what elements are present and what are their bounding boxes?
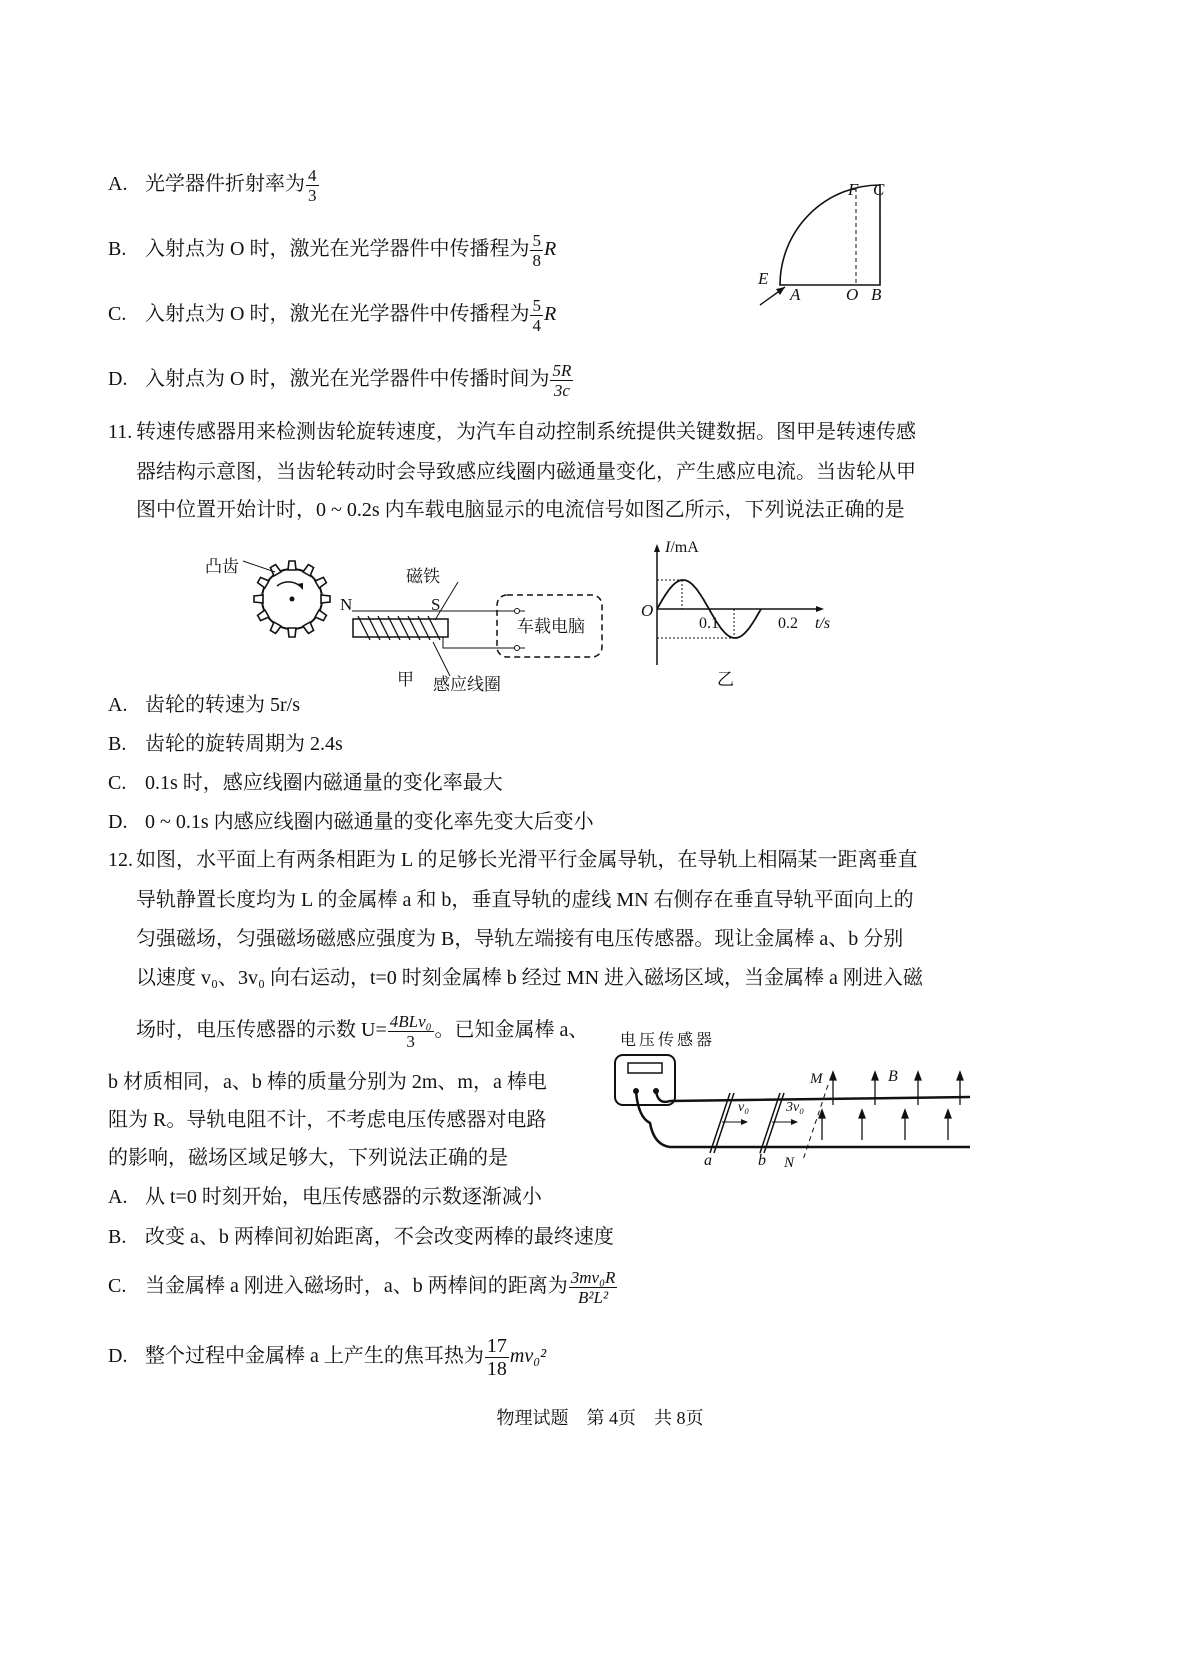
q12-rail-figure [600, 1025, 980, 1170]
arrow-head-icon [915, 1072, 921, 1080]
boundary-mn [803, 1085, 828, 1160]
label-e: E [758, 269, 769, 288]
q10-optics-figure [740, 170, 910, 320]
label-o: O [846, 285, 859, 304]
q12-option-a [108, 1185, 542, 1209]
option-text: 入射点为 O 时，激光在光学器件中传播程为 [145, 303, 530, 326]
q10-option-b [108, 231, 556, 270]
x-tick-0.2: 0.2 [778, 615, 798, 632]
rod-a [710, 1093, 730, 1153]
option-label: C. [108, 303, 127, 326]
option-label: C. [108, 1275, 127, 1298]
denominator: 3c [553, 381, 570, 400]
coil-label: 感应线圈 [433, 675, 501, 694]
gear-tooth [254, 595, 263, 603]
gear-tooth [288, 628, 296, 637]
arrow-head-icon [945, 1110, 951, 1118]
q12-stem-line-3: 匀强磁场，匀强磁场磁感应强度为 B，导轨左端接有电压传感器。现让金属棒 a、b 分别 [136, 928, 904, 950]
question-number: 12. [108, 849, 133, 871]
sensor-label: 电压传感器 [620, 1032, 716, 1049]
q12-stem-line-5 [136, 1012, 588, 1051]
label-field-b: B [888, 1068, 898, 1085]
stem-text: 如图，水平面上有两条相距为 L 的足够长光滑平行金属导轨，在导轨上相隔某一距离垂直 [136, 849, 918, 871]
q12-option-b [108, 1225, 614, 1249]
gear-tooth [258, 610, 269, 621]
option-label: A. [108, 1186, 128, 1208]
arrow-head-icon [957, 1072, 963, 1080]
page-footer: 物理试题 第 4页 共 8页 [496, 1408, 704, 1428]
arrow-head-icon [872, 1072, 878, 1080]
option-tail: mv₀² [509, 1345, 547, 1368]
option-text: 光学器件折射率为 [145, 173, 305, 196]
y-axis-label: I/mA [665, 540, 699, 556]
fraction [485, 1335, 509, 1380]
arrow-head-icon [830, 1072, 836, 1080]
numerator: 4 [308, 166, 317, 185]
denominator: 3 [406, 1032, 415, 1051]
option-label: D. [108, 368, 128, 391]
option-text: 整个过程中金属棒 a 上产生的焦耳热为 [145, 1345, 484, 1368]
gear-tooth [258, 577, 269, 588]
stem-text: 场时，电压传感器的示数 U= [136, 1019, 387, 1042]
top-rail [656, 1091, 970, 1102]
numerator: 5R [552, 361, 572, 380]
gear-tooth [315, 610, 326, 621]
current-graph-yi [641, 540, 830, 665]
gear-tooth [270, 565, 281, 576]
fraction [306, 166, 319, 205]
option-label: D. [108, 811, 128, 833]
arrow-head-icon [819, 1110, 825, 1118]
car-computer-label: 车载电脑 [517, 617, 585, 636]
q11-stem-line-3: 图中位置开始计时，0 ~ 0.2s 内车载电脑显示的电流信号如图乙所示，下列说法正确的是 [136, 499, 905, 521]
x-tick-0.1: 0.1 [699, 615, 719, 632]
option-text: 入射点为 O 时，激光在光学器件中传播程为 [145, 238, 530, 261]
option-label: B. [108, 1226, 127, 1248]
numerator: 5 [532, 231, 541, 250]
q12-stem-line-2: 导轨静置长度均为 L 的金属棒 a 和 b，垂直导轨的虚线 MN 右侧存在垂直导轨平面向上的 [136, 889, 914, 911]
q11-option-a [108, 693, 300, 717]
label-b: B [871, 285, 882, 304]
voltage-fraction [388, 1012, 434, 1051]
q12-stem-line-4: 以速度 v₀、3v₀ 向右运动，t=0 时刻金属棒 b 经过 MN 进入磁场区域，当金属棒 a 刚进入磁 [136, 967, 923, 989]
north-pole-label: N [340, 595, 353, 614]
option-text: 入射点为 O 时，激光在光学器件中传播时间为 [145, 368, 550, 391]
question-number: 11. [108, 421, 133, 443]
gear-tooth [315, 577, 326, 588]
numerator: 5 [532, 296, 541, 315]
q12-option-c [108, 1268, 618, 1307]
caption-yi: 乙 [717, 670, 734, 689]
option-text: 齿轮的转速为 5r/s [145, 694, 300, 716]
option-label: D. [108, 1345, 128, 1368]
denominator: 18 [486, 1358, 507, 1380]
sensor-display [628, 1063, 662, 1073]
arrow-icon [776, 287, 785, 295]
q11-option-d [108, 810, 594, 834]
fraction [550, 361, 573, 400]
denominator: 3 [308, 186, 317, 205]
option-tail: R [543, 303, 557, 326]
label-c: C [873, 180, 885, 199]
q11-figures [195, 540, 855, 695]
q10-option-c [108, 296, 556, 335]
q11-stem-line-1 [108, 420, 916, 444]
q12-option-d [108, 1335, 546, 1380]
label-a: a [704, 1152, 712, 1169]
label-f: F [848, 180, 859, 199]
q11-option-c [108, 771, 503, 795]
label-n: N [784, 1155, 795, 1170]
option-tail: R [543, 238, 557, 261]
label-m: M [810, 1071, 823, 1087]
magnet-label: 磁铁 [406, 567, 440, 586]
stem-text: 。已知金属棒 a、 [434, 1019, 589, 1042]
denominator: B²L² [578, 1288, 609, 1307]
x-axis-label: t/s [815, 615, 831, 632]
tooth-label: 凸齿 [205, 557, 239, 576]
fraction [530, 296, 543, 335]
velocity-3v0: 3v₀ [786, 1100, 805, 1115]
numerator: 3mv₀R [570, 1268, 616, 1287]
q12-stem-line-7: 阻为 R。导轨电阻不计，不考虑电压传感器对电路 [108, 1109, 547, 1131]
stem-text: 转速传感器用来检测齿轮旋转速度，为汽车自动控制系统提供关键数据。图甲是转速传感 [136, 421, 916, 443]
rod-b [760, 1093, 780, 1153]
q11-option-b [108, 732, 343, 756]
option-label: A. [108, 173, 128, 196]
option-label: B. [108, 238, 127, 261]
origin-label: O [641, 601, 654, 620]
gear-tooth [288, 561, 296, 570]
q10-option-a [108, 166, 320, 205]
south-pole-label: S [431, 595, 441, 614]
gear-tooth [303, 565, 314, 576]
option-label: C. [108, 772, 127, 794]
denominator: 4 [532, 316, 541, 335]
q10-option-d [108, 361, 574, 400]
gear-tooth [303, 622, 314, 633]
gear-tooth [270, 622, 281, 633]
velocity-v0: v₀ [738, 1100, 750, 1115]
option-text: 0 ~ 0.1s 内感应线圈内磁通量的变化率先变大后变小 [145, 811, 594, 833]
fraction [530, 231, 543, 270]
quarter-circle-device [780, 185, 880, 285]
option-label: A. [108, 694, 128, 716]
gear-tooth [321, 595, 330, 603]
option-text: 当金属棒 a 刚进入磁场时，a、b 两棒间的距离为 [145, 1275, 568, 1298]
denominator: 8 [532, 251, 541, 270]
numerator: 4BLv₀ [389, 1012, 432, 1031]
fraction [569, 1268, 618, 1307]
option-text: 从 t=0 时刻开始，电压传感器的示数逐渐减小 [145, 1186, 542, 1208]
option-label: B. [108, 733, 127, 755]
label-a: A [790, 285, 801, 304]
numerator: 17 [486, 1335, 507, 1357]
option-text: 齿轮的旋转周期为 2.4s [145, 733, 343, 755]
label-b: b [758, 1152, 766, 1169]
option-text: 改变 a、b 两棒间初始距离，不会改变两棒的最终速度 [145, 1226, 614, 1248]
caption-jia: 甲 [397, 670, 414, 689]
q12-stem-line-1 [108, 848, 917, 872]
q12-stem-line-8: 的影响，磁场区域足够大，下列说法正确的是 [108, 1147, 508, 1169]
arrow-head-icon [859, 1110, 865, 1118]
gear-figure-jia [205, 557, 330, 637]
q11-stem-line-2: 器结构示意图，当齿轮转动时会导致感应线圈内磁通量变化，产生感应电流。当齿轮从甲 [136, 461, 916, 483]
q12-stem-line-6: b 材质相同，a、b 棒的质量分别为 2m、m，a 棒电 [108, 1071, 547, 1093]
arrow-head-icon [902, 1110, 908, 1118]
option-text: 0.1s 时，感应线圈内磁通量的变化率最大 [145, 772, 503, 794]
